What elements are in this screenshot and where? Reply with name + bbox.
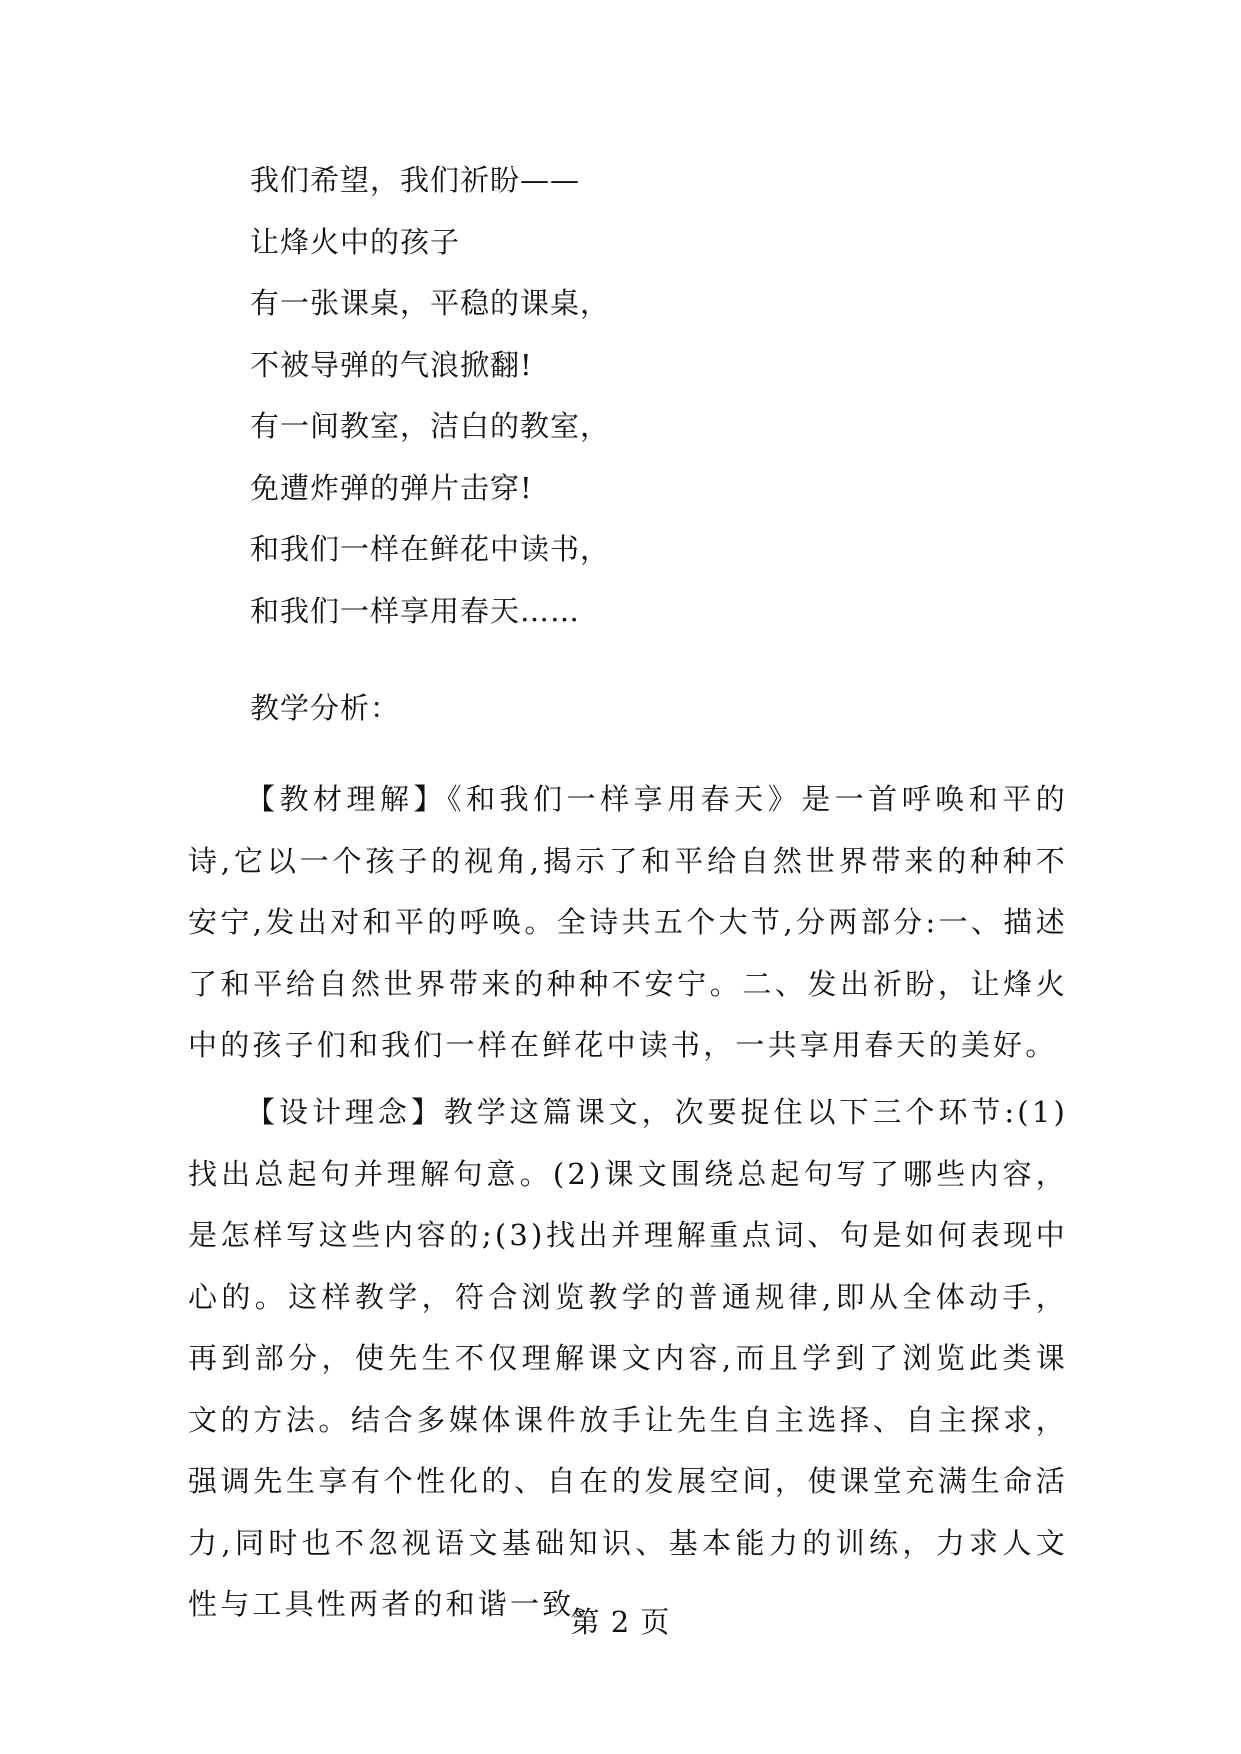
poem-line: 和我们一样享用春天…… [250,593,581,628]
poem-line: 有一张课桌，平稳的课桌， [250,286,611,320]
poem-block [250,160,1110,652]
poem-line: 让烽火中的孩子 [250,224,461,259]
design-concept-paragraph: 【设计理念】教学这篇课文，次要捉住以下三个环节:(1)找出总起句并理解句意。(2)课文围绕总起句写了哪些内容，是怎样写这些内容的;(3)找出并理解重点词、句是如何表现中心的。这样教学，符合浏览教学的普通规律,即从全体动手，再到部分，使先生不仅理解课文内容,而且学到了浏览此类课文的方法。结合多媒体课件放手让先生自主选择、自主探求，强调先生享有个性化的、自在的发展空间，使课堂充满生命活力,同时也不忽视语文基础知识、基本能力的训练，力求人文性与工具性两者的和谐一致。 [188,1095,1068,1621]
material-understanding-paragraph: 【教材理解】《和我们一样享用春天》是一首呼唤和平的诗,它以一个孩子的视角,揭示了和平给自然世界带来的种种不安宁,发出对和平的呼唤。全诗共五个大节,分两部分:一、描述了和平给自然世界带来的种种不安宁。二、发出祈盼，让烽火中的孩子们和我们一样在鲜花中读书，一共享用春天的美好。 [188,782,1068,1062]
poem-line: 有一间教室，洁白的教室， [250,409,611,443]
poem-line: 不被导弹的气浪掀翻! [250,347,533,382]
poem-line: 我们希望，我们祈盼—— [250,163,581,197]
poem-line: 免遭炸弹的弹片击穿! [250,470,533,505]
analysis-heading: 教学分析： [250,691,401,725]
page-number: 第 2 页 [570,1605,671,1639]
poem-line: 和我们一样在鲜花中读书， [250,532,611,566]
